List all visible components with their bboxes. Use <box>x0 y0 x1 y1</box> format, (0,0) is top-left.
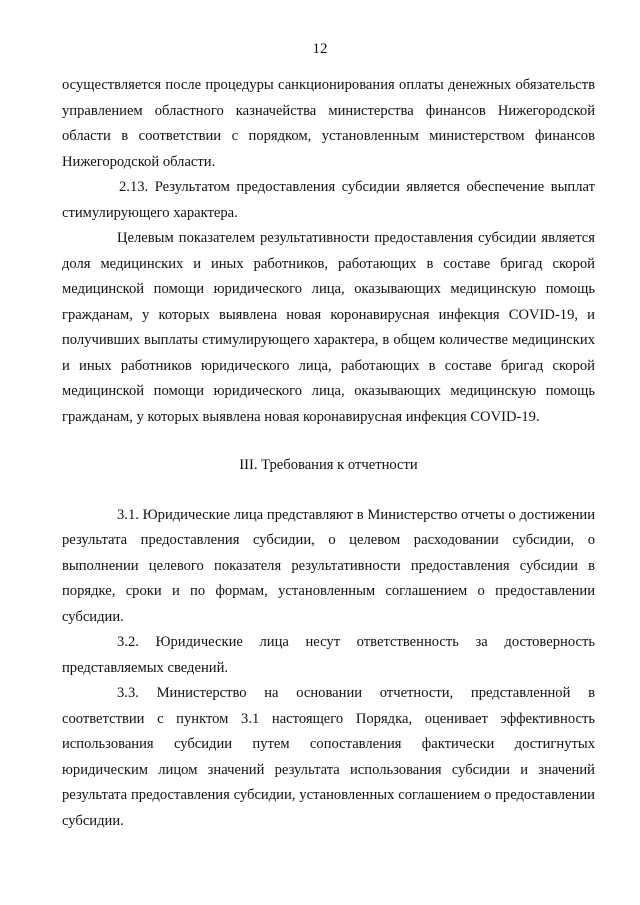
paragraph-target-indicator: Целевым показателем результативности предоставления субсидии является доля медицинских и иных работников, работающих в составе бригад скорой медицинской помощи юридического лица, оказывающих медицинскую помощь гражданам, у которых выявлена новая коронавирусная инфекция COVID-19, и получивших выплаты стимулирующего характера, в общем количестве медицинских и иных работников юридического лица, работающих в составе бригад скорой медицинской помощи юридического лица, оказывающих медицинскую помощь гражданам, у которых выявлена новая коронавирусная инфекция COVID-19. <box>62 230 595 425</box>
section-heading: III. Требования к отчетности <box>239 457 418 473</box>
paragraph-continuation: осуществляется после процедуры санкционирования оплаты денежных обязательств управлением областного казначейства министерства финансов Нижегородской области в соответствии с порядком, установленным министерством финансов Нижегородской области. <box>62 77 595 170</box>
paragraph-2-13: 2.13. Результатом предоставления субсидии является обеспечение выплат стимулирующего характера. <box>62 179 595 221</box>
paragraph-3-3: 3.3. Министерство на основании отчетности, представленной в соответствии с пунктом 3.1 настоящего Порядка, оценивает эффективность использования субсидии путем сопоставления фактически достигнутых юридическим лицом значений результата использования субсидии и значений результата предоставления субсидии, установленных соглашением о предоставлении субсидии. <box>62 685 595 829</box>
page-number: 12 <box>312 41 328 57</box>
paragraph-3-2: 3.2. Юридические лица несут ответственность за достоверность представляемых сведений. <box>62 634 595 676</box>
document-body <box>62 73 595 834</box>
paragraph-3-1: 3.1. Юридические лица представляют в Министерство отчеты о достижении результата предоставления субсидии, о целевом расходовании субсидии, о выполнении целевого показателя результативности предоставления субсидии в порядке, сроки и по формам, установленным соглашением о предоставлении субсидии. <box>62 506 595 625</box>
